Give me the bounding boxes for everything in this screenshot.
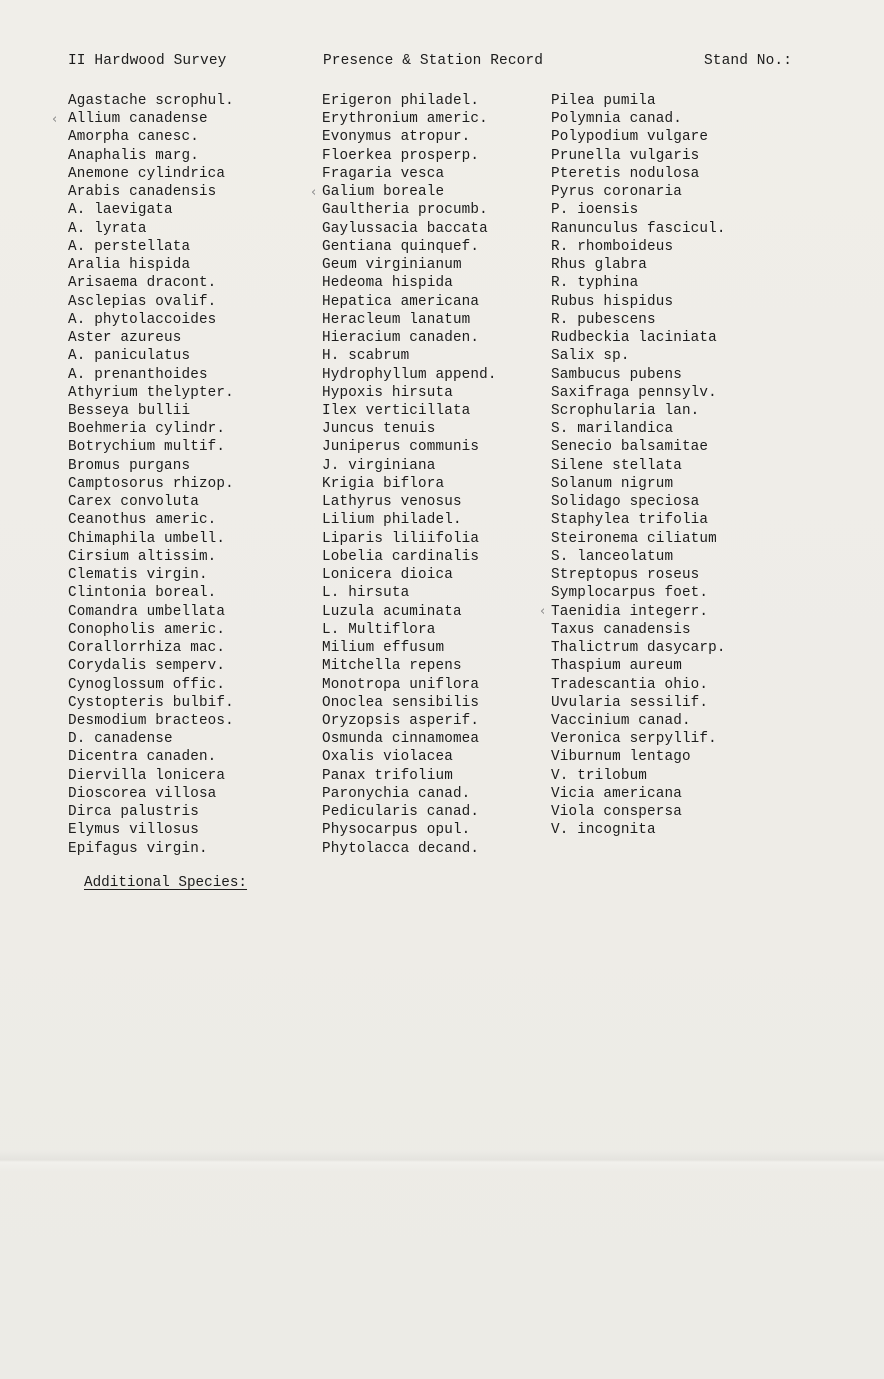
- species-entry: Gaylussacia baccata: [322, 220, 488, 237]
- species-entry: Camptosorus rhizop.: [68, 475, 234, 492]
- species-entry: Rudbeckia laciniata: [551, 330, 717, 347]
- species-entry: Monotropa uniflora: [322, 676, 480, 693]
- species-entry: Aster azureus: [68, 330, 182, 347]
- record-title: Presence & Station Record: [323, 53, 544, 69]
- species-entry: Mitchella repens: [322, 658, 462, 675]
- species-entry: Hepatica americana: [322, 293, 480, 310]
- species-entry: Desmodium bracteos.: [68, 712, 234, 729]
- species-entry: Symplocarpus foet.: [551, 585, 709, 602]
- species-entry: Dirca palustris: [68, 804, 199, 821]
- species-entry: Panax trifolium: [322, 767, 453, 784]
- species-entry: Hieracium canaden.: [322, 330, 480, 347]
- species-entry: Physocarpus opul.: [322, 822, 471, 839]
- species-entry: Clematis virgin.: [68, 567, 208, 584]
- species-entry: Gaultheria procumb.: [322, 202, 488, 219]
- species-entry: Erythronium americ.: [322, 111, 488, 128]
- species-entry: Cynoglossum offic.: [68, 676, 226, 693]
- species-entry: R. typhina: [551, 275, 639, 292]
- species-entry: Dioscorea villosa: [68, 785, 217, 802]
- species-entry: Fragaria vesca: [322, 165, 445, 182]
- species-entry: Vicia americana: [551, 785, 682, 802]
- species-entry: L. hirsuta: [322, 585, 410, 602]
- species-entry: Hydrophyllum append.: [322, 366, 497, 383]
- species-entry: Senecio balsamitae: [551, 439, 709, 456]
- species-entry: Lilium philadel.: [322, 512, 462, 529]
- species-entry: Pedicularis canad.: [322, 804, 480, 821]
- species-entry: A. prenanthoides: [68, 366, 208, 383]
- species-entry: Steironema ciliatum: [551, 530, 717, 547]
- species-entry: Pyrus coronaria: [551, 184, 682, 201]
- species-entry: A. perstellata: [68, 238, 191, 255]
- species-entry: Taxus canadensis: [551, 621, 691, 638]
- survey-title: II Hardwood Survey: [68, 53, 227, 69]
- species-entry: Hypoxis hirsuta: [322, 384, 453, 401]
- species-entry: Oxalis violacea: [322, 749, 453, 766]
- species-entry: Thalictrum dasycarp.: [551, 640, 726, 657]
- species-entry: A. lyrata: [68, 220, 147, 237]
- species-entry: Vaccinium canad.: [551, 712, 691, 729]
- species-entry: Asclepias ovalif.: [68, 293, 217, 310]
- species-entry: Diervilla lonicera: [68, 767, 226, 784]
- pencil-check-mark: ‹: [540, 604, 546, 619]
- species-entry: Heracleum lanatum: [322, 311, 471, 328]
- species-entry: Lathyrus venosus: [322, 494, 462, 511]
- species-entry: A. laevigata: [68, 202, 173, 219]
- species-entry: Paronychia canad.: [322, 785, 471, 802]
- species-entry: Ilex verticillata: [322, 402, 471, 419]
- species-entry: Osmunda cinnamomea: [322, 731, 480, 748]
- species-entry: Besseya bullii: [68, 402, 191, 419]
- species-entry: Juniperus communis: [322, 439, 480, 456]
- species-entry: Pteretis nodulosa: [551, 165, 700, 182]
- species-entry: Cirsium altissim.: [68, 548, 217, 565]
- species-entry: Corallorrhiza mac.: [68, 640, 226, 657]
- species-entry: Arabis canadensis: [68, 184, 217, 201]
- species-column-1: [68, 92, 234, 858]
- species-entry: Taenidia integerr.: [551, 603, 709, 620]
- species-entry: Streptopus roseus: [551, 567, 700, 584]
- species-entry: Boehmeria cylindr.: [68, 421, 226, 438]
- species-entry: Galium boreale: [322, 184, 445, 201]
- species-entry: Krigia biflora: [322, 475, 445, 492]
- species-entry: V. incognita: [551, 822, 656, 839]
- species-entry: Botrychium multif.: [68, 439, 226, 456]
- species-entry: L. Multiflora: [322, 621, 436, 638]
- species-entry: Cystopteris bulbif.: [68, 694, 234, 711]
- species-entry: Phytolacca decand.: [322, 840, 480, 857]
- species-entry: Thaspium aureum: [551, 658, 682, 675]
- species-entry: Luzula acuminata: [322, 603, 462, 620]
- species-entry: J. virginiana: [322, 457, 436, 474]
- species-entry: Juncus tenuis: [322, 421, 436, 438]
- species-entry: Floerkea prosperp.: [322, 147, 480, 164]
- species-column-2: [322, 92, 497, 858]
- species-entry: Conopholis americ.: [68, 621, 226, 638]
- paper-fold-line: [0, 1150, 884, 1172]
- species-entry: S. marilandica: [551, 421, 674, 438]
- species-entry: Athyrium thelypter.: [68, 384, 234, 401]
- species-entry: Allium canadense: [68, 111, 208, 128]
- species-entry: Onoclea sensibilis: [322, 694, 480, 711]
- species-entry: P. ioensis: [551, 202, 639, 219]
- species-entry: Salix sp.: [551, 348, 630, 365]
- additional-species-label: Additional Species:: [84, 875, 248, 891]
- species-entry: Scrophularia lan.: [551, 402, 700, 419]
- species-entry: Ranunculus fascicul.: [551, 220, 726, 237]
- species-entry: Sambucus pubens: [551, 366, 682, 383]
- species-entry: A. phytolaccoides: [68, 311, 217, 328]
- species-entry: Chimaphila umbell.: [68, 530, 226, 547]
- species-entry: R. pubescens: [551, 311, 656, 328]
- pencil-check-mark: ‹: [52, 112, 58, 127]
- species-entry: Ceanothus americ.: [68, 512, 217, 529]
- species-entry: Elymus villosus: [68, 822, 199, 839]
- species-entry: Polymnia canad.: [551, 111, 682, 128]
- species-entry: Milium effusum: [322, 640, 445, 657]
- species-entry: Clintonia boreal.: [68, 585, 217, 602]
- species-entry: Staphylea trifolia: [551, 512, 709, 529]
- species-entry: Gentiana quinquef.: [322, 238, 480, 255]
- species-entry: Viburnum lentago: [551, 749, 691, 766]
- species-entry: Solidago speciosa: [551, 494, 700, 511]
- species-entry: Hedeoma hispida: [322, 275, 453, 292]
- species-entry: Viola conspersa: [551, 804, 682, 821]
- species-entry: Rhus glabra: [551, 257, 648, 274]
- species-entry: Saxifraga pennsylv.: [551, 384, 717, 401]
- species-entry: Epifagus virgin.: [68, 840, 208, 857]
- species-entry: Anaphalis marg.: [68, 147, 199, 164]
- species-entry: Rubus hispidus: [551, 293, 674, 310]
- species-column-3: [551, 92, 726, 840]
- stand-number-label: Stand No.:: [704, 53, 793, 69]
- species-entry: Uvularia sessilif.: [551, 694, 709, 711]
- species-entry: Dicentra canaden.: [68, 749, 217, 766]
- species-entry: H. scabrum: [322, 348, 410, 365]
- species-entry: Prunella vulgaris: [551, 147, 700, 164]
- species-entry: Arisaema dracont.: [68, 275, 217, 292]
- pencil-check-mark: ‹: [311, 185, 317, 200]
- species-entry: Veronica serpyllif.: [551, 731, 717, 748]
- species-entry: Anemone cylindrica: [68, 165, 226, 182]
- species-entry: Pilea pumila: [551, 93, 656, 109]
- species-entry: Solanum nigrum: [551, 475, 674, 492]
- species-entry: Agastache scrophul.: [68, 93, 234, 109]
- species-entry: Corydalis semperv.: [68, 658, 226, 675]
- species-entry: Tradescantia ohio.: [551, 676, 709, 693]
- species-entry: Evonymus atropur.: [322, 129, 471, 146]
- species-entry: Lobelia cardinalis: [322, 548, 480, 565]
- species-entry: Geum virginianum: [322, 257, 462, 274]
- species-entry: D. canadense: [68, 731, 173, 748]
- species-entry: Oryzopsis asperif.: [322, 712, 480, 729]
- species-entry: Silene stellata: [551, 457, 682, 474]
- species-entry: Amorpha canesc.: [68, 129, 199, 146]
- species-entry: Polypodium vulgare: [551, 129, 709, 146]
- species-entry: Bromus purgans: [68, 457, 191, 474]
- species-entry: Lonicera dioica: [322, 567, 453, 584]
- species-entry: Erigeron philadel.: [322, 93, 480, 109]
- species-entry: Comandra umbellata: [68, 603, 226, 620]
- species-entry: V. trilobum: [551, 767, 648, 784]
- species-entry: Carex convoluta: [68, 494, 199, 511]
- species-entry: S. lanceolatum: [551, 548, 674, 565]
- species-entry: R. rhomboideus: [551, 238, 674, 255]
- species-entry: Aralia hispida: [68, 257, 191, 274]
- species-entry: A. paniculatus: [68, 348, 191, 365]
- species-entry: Liparis liliifolia: [322, 530, 480, 547]
